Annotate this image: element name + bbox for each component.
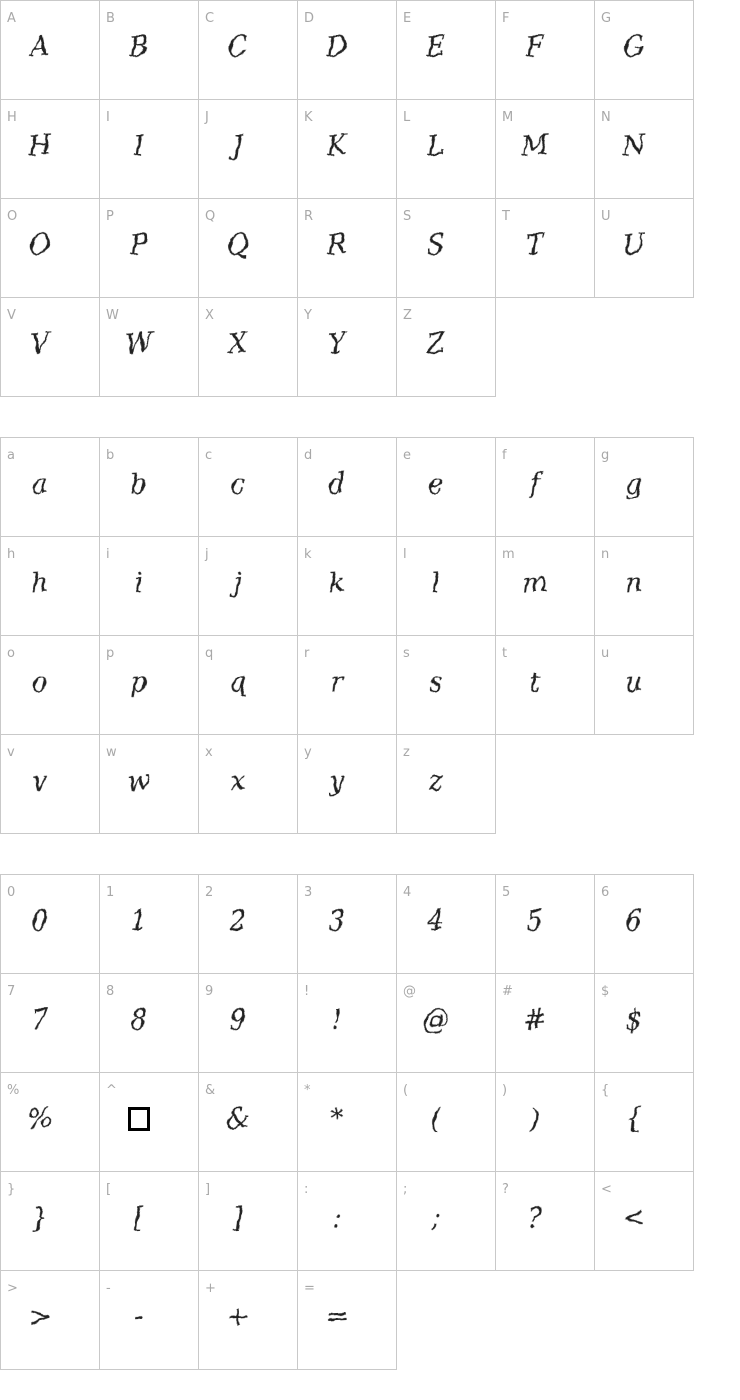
glyph-cell-n	[594, 536, 694, 636]
glyph-3: 3	[327, 905, 347, 937]
glyph-cell-W	[99, 297, 199, 397]
glyph-cell-j	[198, 536, 298, 636]
glyph-cell-D	[297, 0, 397, 100]
glyph-cell-b	[99, 437, 199, 537]
glyph-cell-r	[297, 635, 397, 735]
cell-label: o	[7, 646, 15, 661]
glyph-m: m	[521, 566, 549, 600]
glyph-cell-greater-than	[0, 1270, 100, 1370]
glyph-cell-a	[0, 437, 100, 537]
glyph-cell-E	[396, 0, 496, 100]
cell-label: R	[304, 209, 314, 224]
cell-label: t	[502, 646, 508, 661]
glyph-t: t	[528, 666, 542, 698]
glyph-cell-N	[594, 99, 694, 199]
glyph-k: k	[328, 567, 347, 599]
glyph-cell-o	[0, 635, 100, 735]
glyph-d: d	[327, 468, 347, 500]
glyph-cell-caret	[99, 1072, 199, 1172]
cell-label: 3	[304, 885, 313, 900]
glyph-cell-s	[396, 635, 496, 735]
glyph-cell-q	[198, 635, 298, 735]
glyph-cell-paren-open	[396, 1072, 496, 1172]
glyph-cell-d	[297, 437, 397, 537]
glyph-row	[1, 1073, 694, 1172]
glyph-cell-Z	[396, 297, 496, 397]
glyph-cell-2	[198, 874, 298, 974]
cell-label: a	[7, 448, 15, 463]
cell-label: M	[502, 110, 514, 125]
cell-label: q	[205, 646, 214, 661]
glyph-row	[1, 100, 694, 199]
glyph-cell-L	[396, 99, 496, 199]
glyph-row	[1, 974, 694, 1073]
glyph-cell-m	[495, 536, 595, 636]
glyph-cell-ampersand	[198, 1072, 298, 1172]
glyph-row	[1, 199, 694, 298]
glyph-S: S	[426, 229, 447, 262]
glyph-8: 8	[129, 1004, 149, 1036]
glyph-cell-S	[396, 198, 496, 298]
glyph-Q: Q	[226, 228, 251, 262]
glyph-row	[1, 298, 694, 397]
glyph-g: g	[624, 468, 644, 500]
cell-label: m	[502, 547, 515, 562]
cell-label: K	[304, 110, 313, 125]
cell-label: B	[106, 11, 115, 26]
cell-label: z	[403, 745, 410, 760]
glyph-cell-B	[99, 0, 199, 100]
cell-label: O	[7, 209, 18, 224]
cell-label: w	[106, 745, 117, 760]
glyph-K: K	[326, 130, 349, 163]
glyph-J: J	[231, 130, 245, 162]
cell-label: u	[601, 646, 610, 661]
glyph-cell-hash	[495, 973, 595, 1073]
glyph-cell-K	[297, 99, 397, 199]
glyph-row	[1, 1271, 694, 1370]
cell-label: 1	[106, 885, 115, 900]
glyph-cell-0	[0, 874, 100, 974]
glyph-y: y	[328, 765, 346, 797]
glyph-hash: #	[523, 1003, 548, 1037]
cell-label: p	[106, 646, 115, 661]
glyph-cell-A	[0, 0, 100, 100]
glyph-cell-x	[198, 734, 298, 834]
glyph-cell-v	[0, 734, 100, 834]
glyph-C: C	[227, 31, 250, 64]
glyph-cell-F	[495, 0, 595, 100]
glyph-v: v	[31, 765, 49, 797]
glyph-cell-g	[594, 437, 694, 537]
glyph-U: U	[622, 228, 647, 262]
glyph-cell-5	[495, 874, 595, 974]
glyph-1: 1	[129, 905, 149, 937]
glyph-X: X	[227, 328, 249, 361]
glyph-x: x	[229, 765, 247, 797]
cell-label: ?	[502, 1182, 509, 1197]
cell-label: Z	[403, 308, 412, 323]
glyph-cell-paren-close	[495, 1072, 595, 1172]
glyph-brace-open: {	[624, 1103, 644, 1135]
glyph-l: l	[431, 567, 442, 599]
glyph-row	[1, 735, 694, 834]
glyph-cell-y	[297, 734, 397, 834]
cell-label: *	[304, 1083, 311, 1098]
glyph-cell-colon	[297, 1171, 397, 1271]
glyph-row	[1, 1, 694, 100]
cell-label: )	[502, 1083, 508, 1098]
glyph-p: p	[129, 666, 149, 698]
glyph-cell-equals	[297, 1270, 397, 1370]
glyph-paren-open: (	[430, 1103, 443, 1135]
cell-label: F	[502, 11, 510, 26]
glyph-W: W	[124, 327, 154, 361]
glyph-cell-u	[594, 635, 694, 735]
glyph-minus: -	[133, 1301, 145, 1333]
glyph-F: F	[525, 31, 546, 64]
cell-label: f	[502, 448, 507, 463]
glyph-cell-3	[297, 874, 397, 974]
cell-label: V	[7, 308, 16, 323]
glyph-cell-O	[0, 198, 100, 298]
glyph-cell-V	[0, 297, 100, 397]
cell-label: Y	[304, 308, 312, 323]
cell-label: T	[502, 209, 510, 224]
glyph-a: a	[31, 468, 50, 500]
glyph-cell-i	[99, 536, 199, 636]
cell-label: #	[502, 984, 513, 999]
cell-label: 8	[106, 984, 115, 999]
glyph-cell-bracket-open	[99, 1171, 199, 1271]
glyph-B: B	[128, 31, 150, 64]
cell-label: {	[601, 1083, 610, 1098]
cell-label: =	[304, 1281, 315, 1296]
glyph-w: w	[126, 764, 152, 798]
glyph-cell-Q	[198, 198, 298, 298]
glyph-cell-exclamation	[297, 973, 397, 1073]
glyph-cell-z	[396, 734, 496, 834]
cell-label: U	[601, 209, 611, 224]
cell-label: j	[205, 547, 209, 562]
cell-label: !	[304, 984, 310, 999]
cell-label: +	[205, 1281, 216, 1296]
glyph-cell-h	[0, 536, 100, 636]
glyph-paren-close: )	[529, 1103, 542, 1135]
cell-label: J	[205, 110, 209, 125]
glyph-V: V	[29, 328, 51, 361]
glyph-asterisk: *	[329, 1103, 345, 1135]
glyph-percent: %	[26, 1102, 54, 1136]
glyph-cell-G	[594, 0, 694, 100]
glyph-f: f	[529, 468, 541, 500]
glyph-cell-H	[0, 99, 100, 199]
cell-label: G	[601, 11, 612, 26]
glyph-6: 6	[624, 905, 644, 937]
cell-label: l	[403, 547, 407, 562]
cell-label: W	[106, 308, 119, 323]
cell-label: g	[601, 448, 610, 463]
cell-label: (	[403, 1083, 409, 1098]
cell-label: &	[205, 1083, 216, 1098]
glyph-cell-M	[495, 99, 595, 199]
cell-label: y	[304, 745, 312, 760]
section-lowercase	[1, 438, 694, 834]
glyph-n: n	[624, 567, 644, 599]
notdef-box-icon	[128, 1107, 150, 1131]
glyph-at-sign: @	[421, 1003, 451, 1037]
glyph-equals: =	[325, 1300, 350, 1334]
glyph-cell-asterisk	[297, 1072, 397, 1172]
cell-label: 2	[205, 885, 214, 900]
glyph-5: 5	[525, 905, 545, 937]
glyph-row	[1, 1172, 694, 1271]
glyph-cell-t	[495, 635, 595, 735]
glyph-cell-1	[99, 874, 199, 974]
glyph-less-than: <	[622, 1201, 647, 1235]
glyph-z: z	[428, 765, 445, 797]
glyph-R: R	[326, 229, 349, 262]
glyph-o: o	[31, 666, 50, 698]
glyph-q: q	[228, 666, 248, 698]
glyph-b: b	[129, 468, 149, 500]
glyph-cell-less-than	[594, 1171, 694, 1271]
glyph-question-mark: ?	[527, 1202, 544, 1234]
glyph-cell-6	[594, 874, 694, 974]
glyph-I: I	[133, 130, 146, 162]
glyph-cell-U	[594, 198, 694, 298]
glyph-bracket-close: ]	[232, 1202, 245, 1234]
cell-label: >	[7, 1281, 18, 1296]
glyph-s: s	[428, 666, 444, 698]
glyph-ampersand: &	[225, 1102, 252, 1136]
glyph-cell-brace-open	[594, 1072, 694, 1172]
section-digits-and-symbols	[1, 875, 694, 1370]
glyph-cell-Y	[297, 297, 397, 397]
glyph-cell-c	[198, 437, 298, 537]
cell-label: N	[601, 110, 611, 125]
glyph-brace-close: }	[30, 1202, 50, 1234]
glyph-cell-percent	[0, 1072, 100, 1172]
cell-label: c	[205, 448, 213, 463]
glyph-plus: +	[226, 1300, 251, 1334]
cell-label: D	[304, 11, 315, 26]
glyph-cell-7	[0, 973, 100, 1073]
cell-label: <	[601, 1182, 612, 1197]
glyph-bracket-open: [	[133, 1202, 146, 1234]
glyph-cell-p	[99, 635, 199, 735]
glyph-A: A	[29, 31, 51, 64]
cell-label: A	[7, 11, 16, 26]
cell-label: -	[106, 1281, 111, 1296]
cell-label: }	[7, 1182, 16, 1197]
glyph-P: P	[129, 229, 150, 262]
cell-label: %	[7, 1083, 20, 1098]
glyph-i: i	[134, 567, 145, 599]
glyph-D: D	[325, 31, 349, 64]
glyph-cell-C	[198, 0, 298, 100]
cell-label: 6	[601, 885, 610, 900]
cell-label: k	[304, 547, 312, 562]
cell-label: :	[304, 1182, 309, 1197]
glyph-cell-R	[297, 198, 397, 298]
glyph-semicolon: ;	[430, 1202, 442, 1234]
cell-label: i	[106, 547, 110, 562]
glyph-Z: Z	[426, 328, 447, 361]
glyph-T: T	[525, 229, 545, 261]
glyph-h: h	[30, 567, 50, 599]
glyph-caret	[128, 1107, 150, 1131]
glyph-row	[1, 875, 694, 974]
cell-label: s	[403, 646, 410, 661]
cell-label: ;	[403, 1182, 408, 1197]
cell-label: 7	[7, 984, 16, 999]
glyph-H: H	[27, 129, 53, 163]
glyph-dollar: $	[624, 1004, 644, 1036]
glyph-cell-l	[396, 536, 496, 636]
cell-label: ]	[205, 1182, 211, 1197]
cell-label: 9	[205, 984, 214, 999]
glyph-greater-than: >	[28, 1300, 53, 1334]
glyph-2: 2	[228, 905, 248, 937]
glyph-cell-semicolon	[396, 1171, 496, 1271]
glyph-colon: :	[331, 1202, 343, 1234]
glyph-cell-8	[99, 973, 199, 1073]
cell-label: b	[106, 448, 115, 463]
glyph-G: G	[622, 31, 646, 64]
glyph-cell-k	[297, 536, 397, 636]
glyph-cell-brace-close	[0, 1171, 100, 1271]
cell-label: 5	[502, 885, 511, 900]
glyph-cell-4	[396, 874, 496, 974]
glyph-E: E	[425, 31, 447, 64]
glyph-cell-plus	[198, 1270, 298, 1370]
glyph-exclamation: !	[330, 1004, 344, 1036]
glyph-row	[1, 438, 694, 537]
cell-label: e	[403, 448, 411, 463]
cell-label: [	[106, 1182, 112, 1197]
glyph-j: j	[233, 567, 244, 599]
glyph-c: c	[229, 468, 247, 500]
cell-label: H	[7, 110, 17, 125]
cell-label: n	[601, 547, 610, 562]
cell-label: v	[7, 745, 15, 760]
glyph-row	[1, 636, 694, 735]
cell-label: @	[403, 984, 416, 999]
glyph-cell-bracket-close	[198, 1171, 298, 1271]
glyph-cell-at-sign	[396, 973, 496, 1073]
glyph-7: 7	[30, 1004, 50, 1036]
glyph-0: 0	[30, 905, 50, 937]
glyph-row	[1, 537, 694, 636]
glyph-cell-T	[495, 198, 595, 298]
cell-label: 4	[403, 885, 412, 900]
cell-label: P	[106, 209, 114, 224]
glyph-cell-f	[495, 437, 595, 537]
glyph-M: M	[520, 129, 550, 163]
glyph-Y: Y	[327, 328, 347, 360]
glyph-cell-I	[99, 99, 199, 199]
glyph-e: e	[427, 468, 445, 500]
glyph-cell-e	[396, 437, 496, 537]
glyph-N: N	[621, 129, 647, 163]
cell-label: 0	[7, 885, 16, 900]
glyph-O: O	[28, 228, 53, 262]
cell-label: E	[403, 11, 412, 26]
cell-label: X	[205, 308, 214, 323]
glyph-cell-w	[99, 734, 199, 834]
cell-label: I	[106, 110, 110, 125]
cell-label: Q	[205, 209, 216, 224]
glyph-u: u	[624, 666, 644, 698]
section-uppercase	[1, 1, 694, 397]
cell-label: C	[205, 11, 215, 26]
glyph-cell-question-mark	[495, 1171, 595, 1271]
glyph-cell-dollar	[594, 973, 694, 1073]
cell-label: $	[601, 984, 610, 999]
cell-label: ^	[106, 1083, 117, 1098]
glyph-cell-minus	[99, 1270, 199, 1370]
cell-label: h	[7, 547, 16, 562]
glyph-L: L	[426, 130, 446, 162]
glyph-cell-J	[198, 99, 298, 199]
glyph-9: 9	[228, 1004, 248, 1036]
cell-label: x	[205, 745, 213, 760]
glyph-r: r	[329, 666, 345, 698]
glyph-4: 4	[426, 905, 446, 937]
glyph-cell-X	[198, 297, 298, 397]
cell-label: d	[304, 448, 313, 463]
cell-label: S	[403, 209, 412, 224]
glyph-cell-9	[198, 973, 298, 1073]
glyph-cell-P	[99, 198, 199, 298]
cell-label: r	[304, 646, 310, 661]
cell-label: L	[403, 110, 411, 125]
